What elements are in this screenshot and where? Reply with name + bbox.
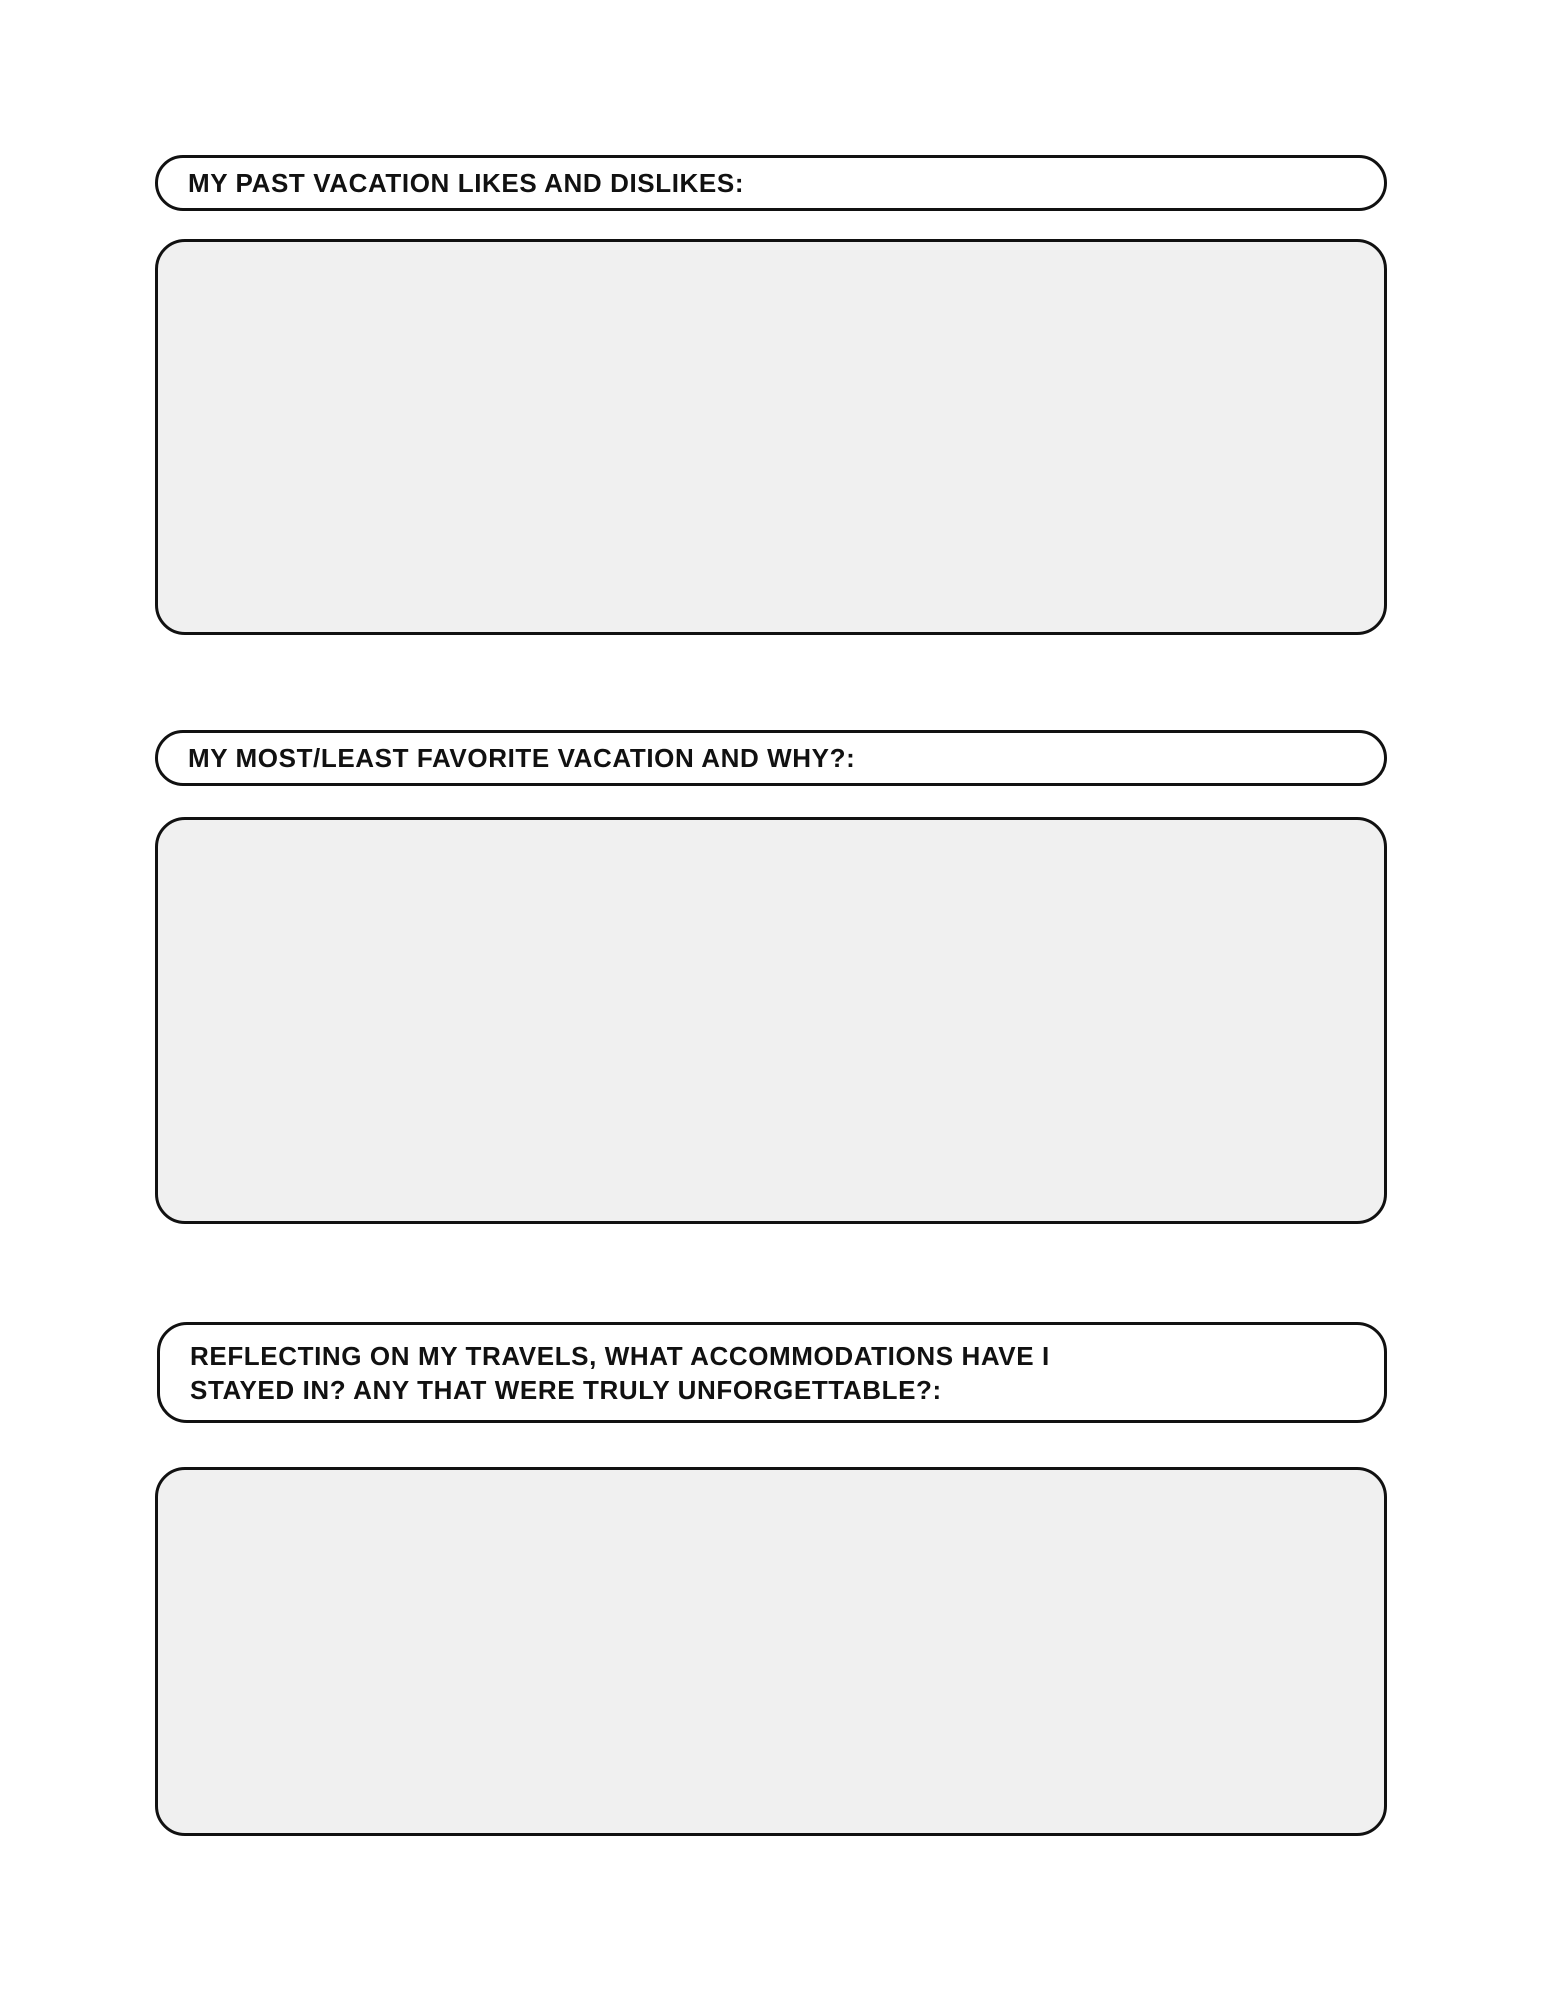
section-2-label-box (155, 730, 1387, 786)
section-3-label-line-1: REFLECTING ON MY TRAVELS, WHAT ACCOMMODATIONS HAVE I (190, 1340, 1050, 1371)
section-3-answer-box[interactable] (155, 1467, 1387, 1836)
section-1-answer-box[interactable] (155, 239, 1387, 635)
section-1-label-box (155, 155, 1387, 211)
section-2-label: MY MOST/LEAST FAVORITE VACATION AND WHY?: (188, 743, 856, 773)
section-1-label: MY PAST VACATION LIKES AND DISLIKES: (188, 168, 745, 198)
section-2-answer-box[interactable] (155, 817, 1387, 1224)
section-3-label (190, 1339, 1050, 1407)
section-3-label-box (157, 1322, 1387, 1423)
section-3-label-line-2: STAYED IN? ANY THAT WERE TRULY UNFORGETTABLE?: (190, 1374, 942, 1405)
